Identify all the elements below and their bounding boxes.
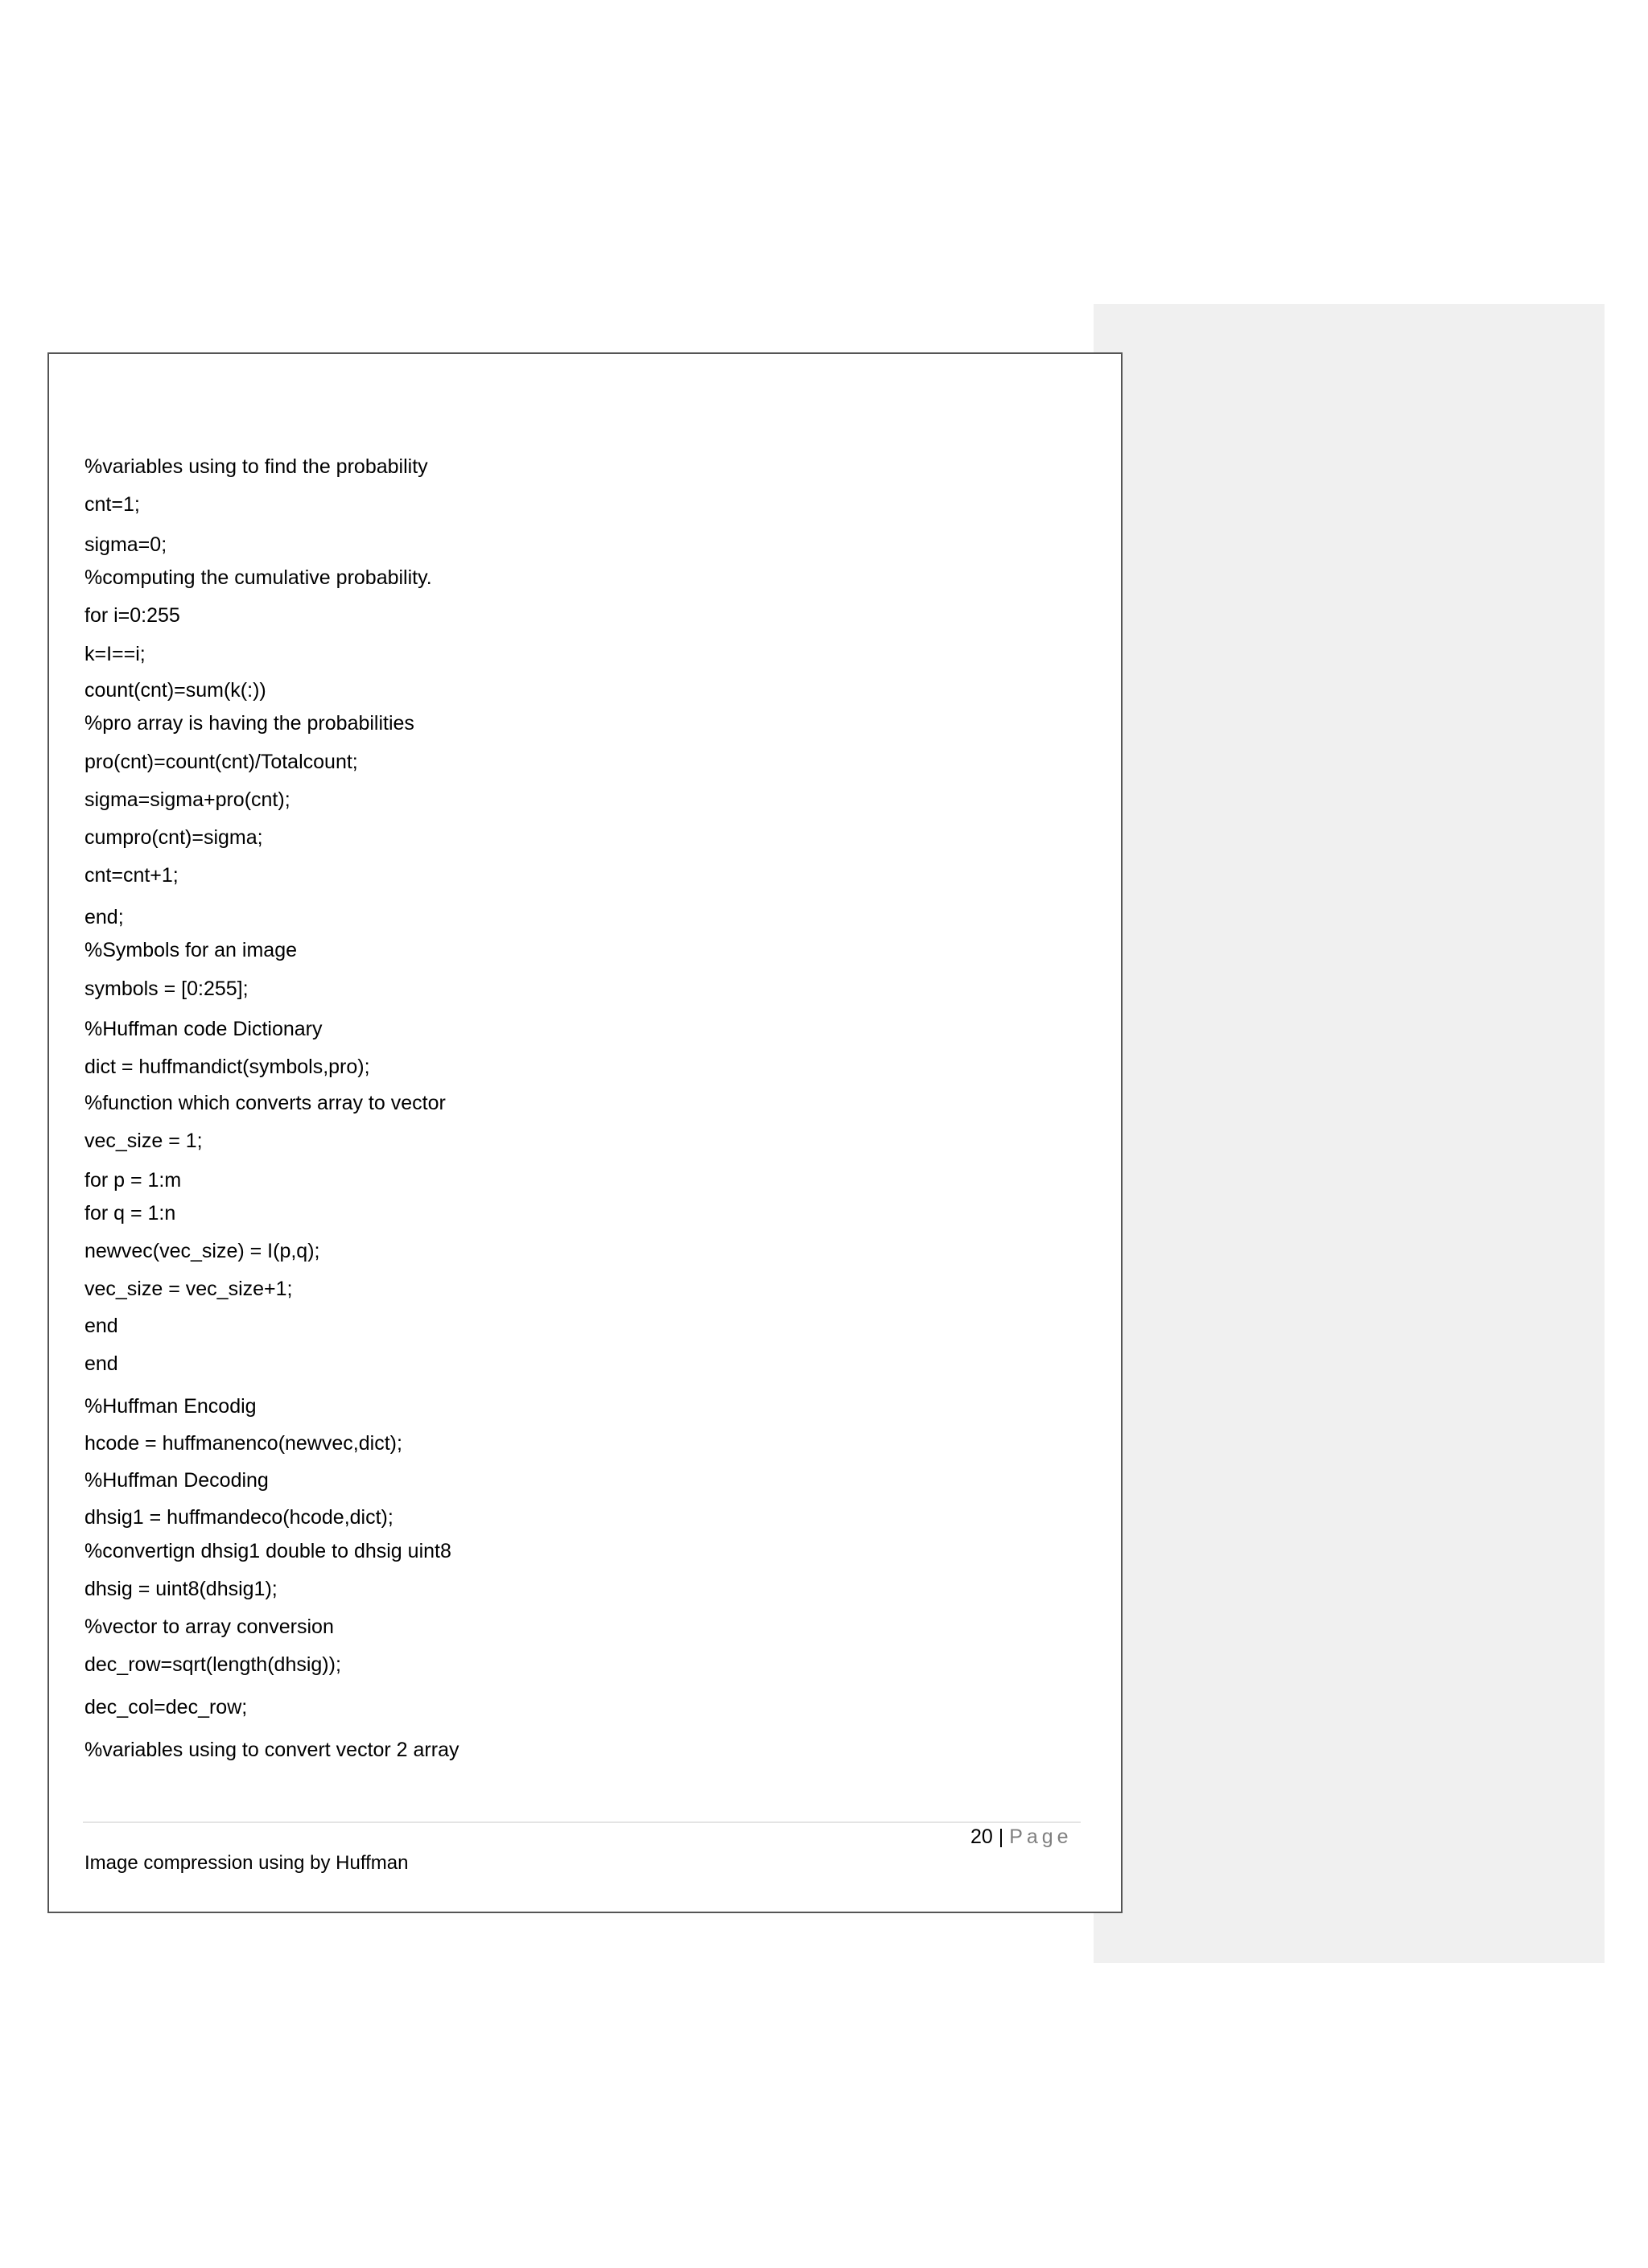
- code-line: %pro array is having the probabilities: [84, 712, 414, 735]
- comment-pane: [1094, 304, 1605, 1963]
- code-line: vec_size = vec_size+1;: [84, 1278, 293, 1300]
- code-line: newvec(vec_size) = I(p,q);: [84, 1240, 320, 1262]
- code-line: %computing the cumulative probability.: [84, 566, 432, 589]
- page-number-value: 20: [970, 1826, 993, 1848]
- code-line: end: [84, 1315, 118, 1337]
- page-label: Page: [1009, 1826, 1073, 1848]
- code-line: hcode = huffmanenco(newvec,dict);: [84, 1432, 402, 1455]
- code-line: dhsig = uint8(dhsig1);: [84, 1578, 278, 1600]
- code-line: %Huffman code Dictionary: [84, 1018, 323, 1040]
- code-line: %Huffman Decoding: [84, 1469, 269, 1492]
- page-number-separator: |: [992, 1826, 1010, 1848]
- code-line: dec_row=sqrt(length(dhsig));: [84, 1653, 341, 1676]
- code-line: %variables using to find the probability: [84, 455, 428, 478]
- code-line: %convertign dhsig1 double to dhsig uint8: [84, 1540, 451, 1562]
- code-line: pro(cnt)=count(cnt)/Totalcount;: [84, 751, 358, 773]
- code-line: for p = 1:m: [84, 1169, 182, 1192]
- code-line: cnt=1;: [84, 493, 140, 516]
- code-line: %vector to array conversion: [84, 1616, 334, 1638]
- code-line: sigma=sigma+pro(cnt);: [84, 788, 290, 811]
- footer-title: Image compression using by Huffman: [84, 1852, 409, 1874]
- code-line: %Symbols for an image: [84, 939, 298, 961]
- code-line: for q = 1:n: [84, 1202, 176, 1225]
- footer-divider: [83, 1821, 1081, 1823]
- code-line: sigma=0;: [84, 533, 167, 556]
- code-line: %function which converts array to vector: [84, 1092, 446, 1114]
- code-line: dec_col=dec_row;: [84, 1696, 248, 1718]
- code-line: count(cnt)=sum(k(:)): [84, 679, 266, 702]
- code-line: symbols = [0:255];: [84, 978, 249, 1000]
- code-line: end;: [84, 906, 124, 928]
- code-line: cnt=cnt+1;: [84, 864, 179, 887]
- code-line: vec_size = 1;: [84, 1130, 203, 1152]
- code-line: dict = huffmandict(symbols,pro);: [84, 1056, 370, 1078]
- code-line: k=I==i;: [84, 643, 146, 665]
- code-line: %Huffman Encodig: [84, 1395, 257, 1418]
- code-line: %variables using to convert vector 2 array: [84, 1739, 459, 1761]
- code-line: end: [84, 1352, 118, 1375]
- page-number: [970, 1825, 1072, 1849]
- code-line: for i=0:255: [84, 604, 180, 627]
- code-line: dhsig1 = huffmandeco(hcode,dict);: [84, 1506, 393, 1529]
- code-line: cumpro(cnt)=sigma;: [84, 826, 263, 849]
